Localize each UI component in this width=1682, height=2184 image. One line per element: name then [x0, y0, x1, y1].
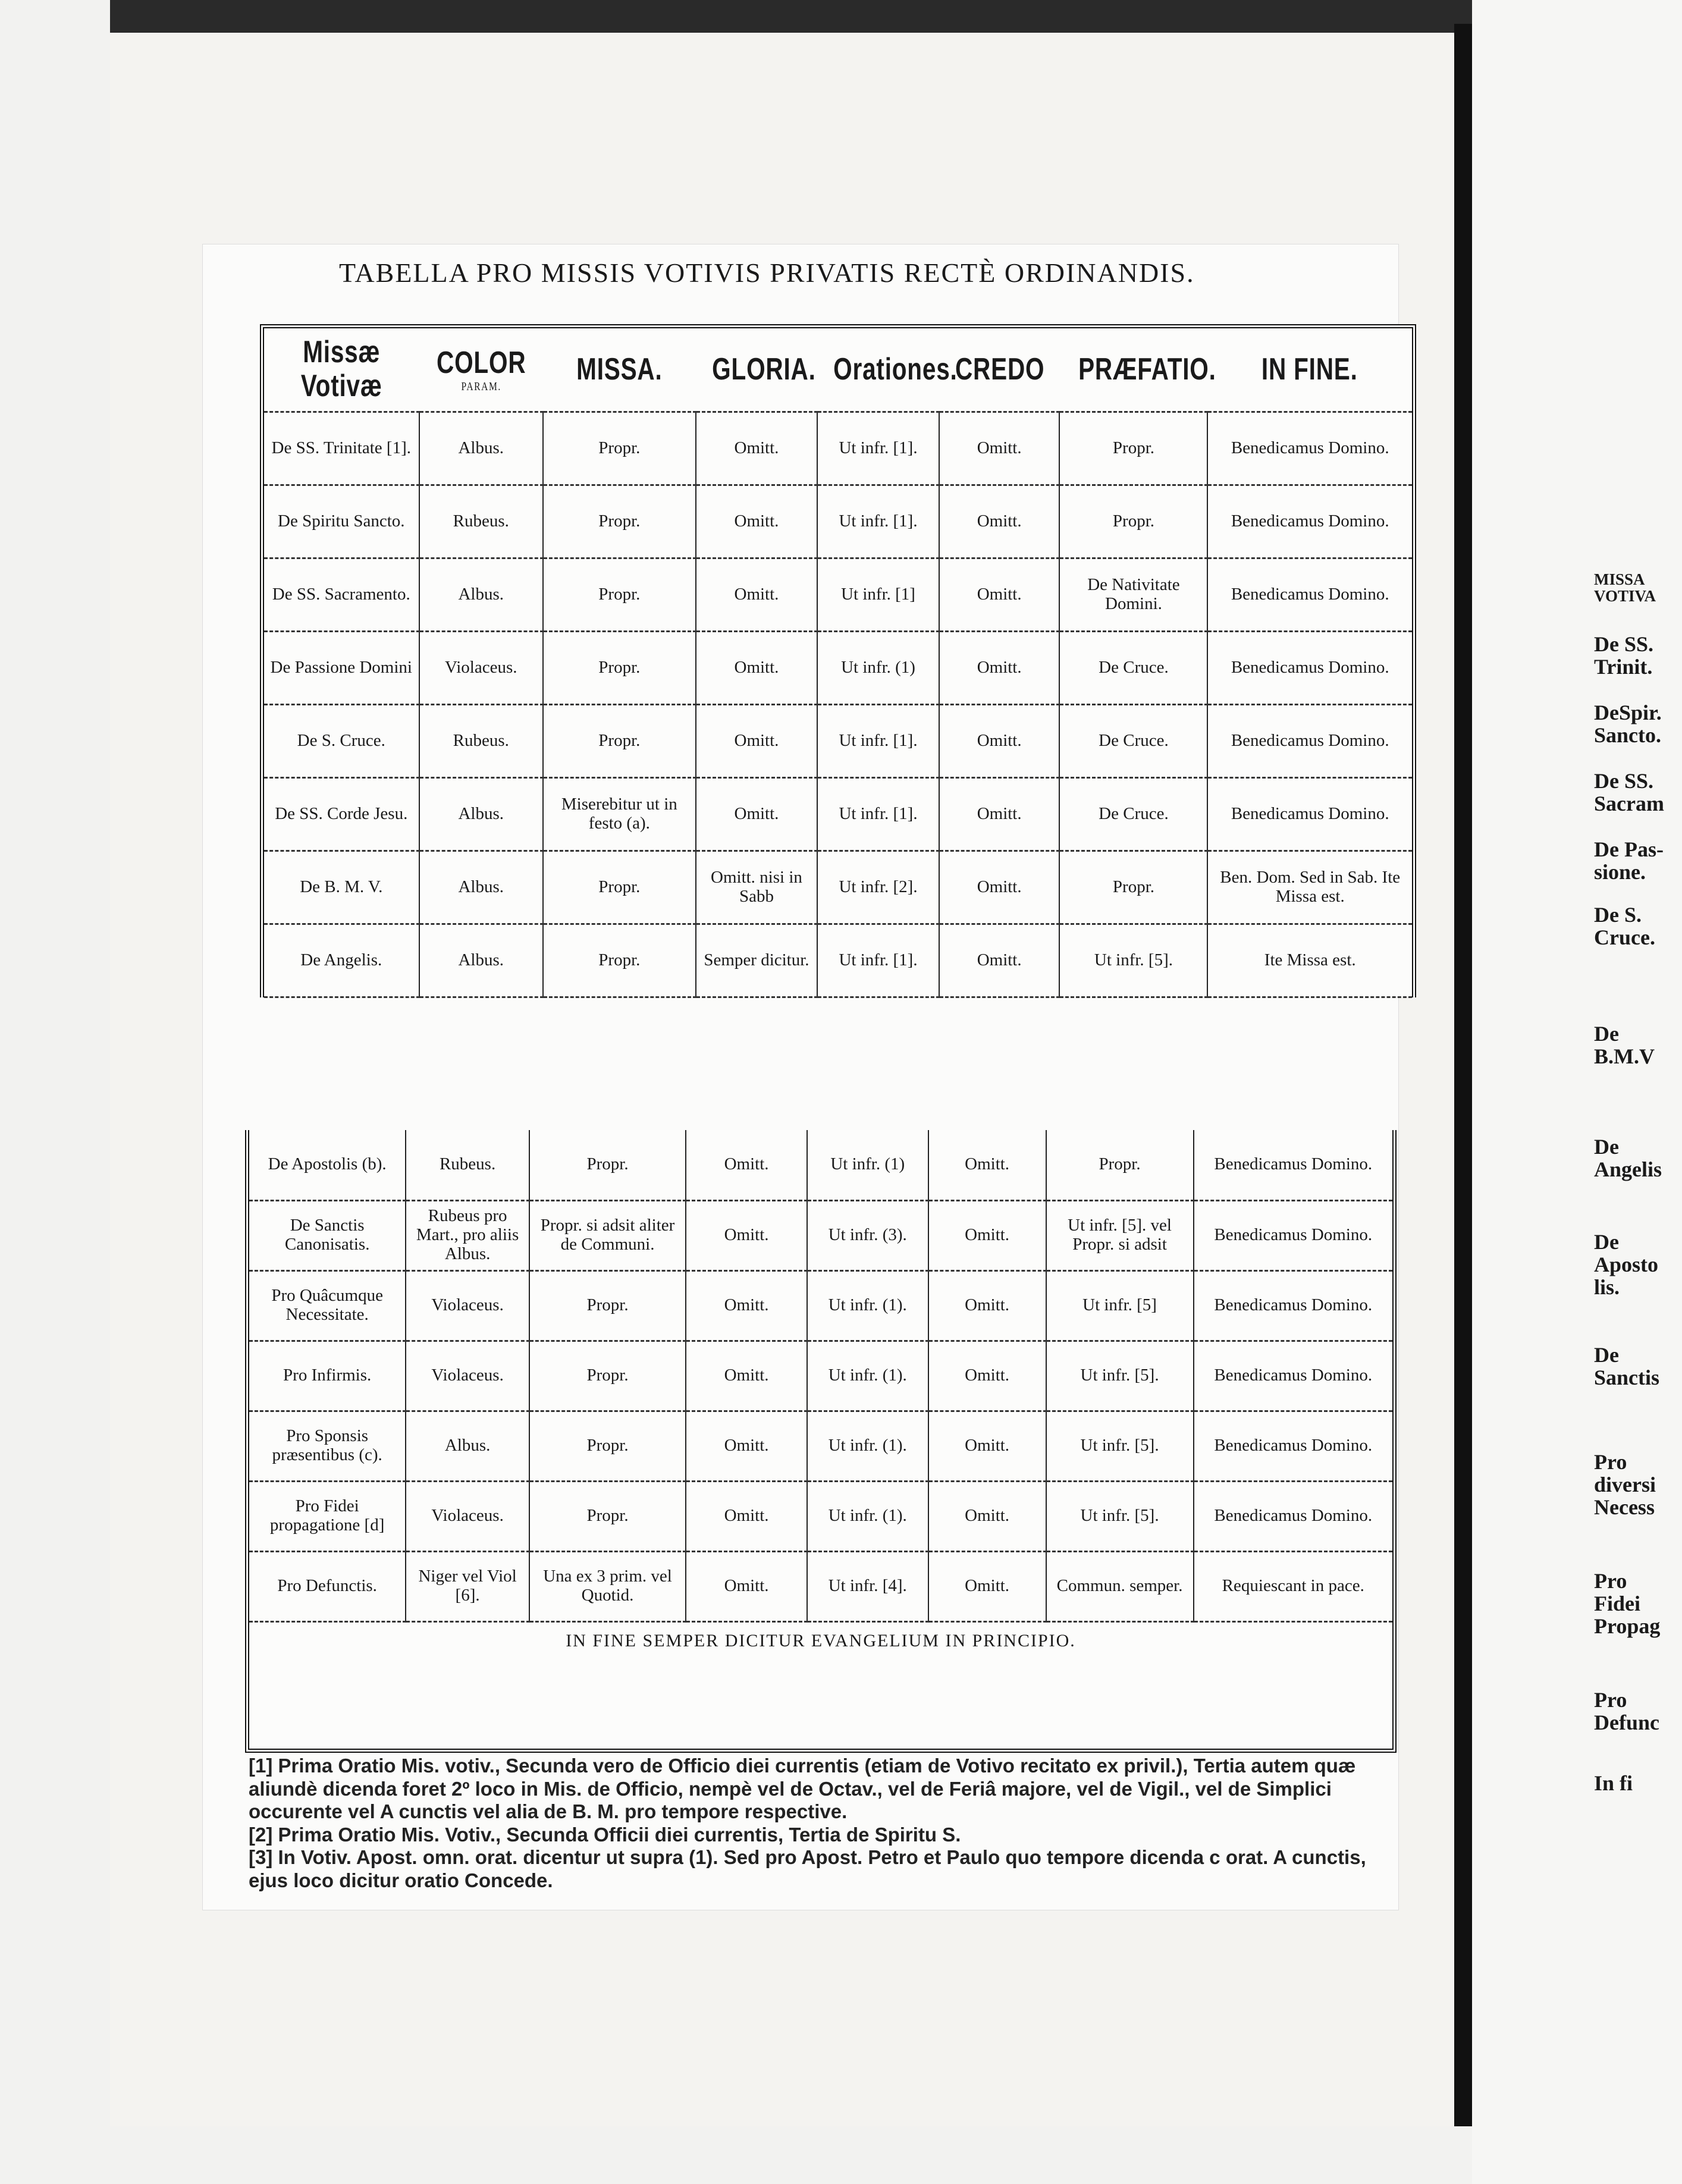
- table-cell: Omitt.: [686, 1200, 807, 1270]
- footnotes: [249, 1755, 1391, 1893]
- table-cell: Pro Infirmis.: [249, 1341, 406, 1411]
- table-cell: Ben. Dom. Sed in Sab. Ite Missa est.: [1207, 851, 1412, 924]
- table-cell: Ut infr. [1].: [817, 412, 939, 485]
- table-cell: Omitt.: [696, 631, 818, 704]
- table-cell: Violaceus.: [406, 1270, 529, 1341]
- table-cell: Propr.: [1059, 485, 1207, 558]
- table-cell: Omitt.: [696, 558, 818, 631]
- table-cell: Ut infr. [5].: [1046, 1411, 1194, 1481]
- table-cell: De Sanctis Canonisatis.: [249, 1200, 406, 1270]
- table-cell: Albus.: [419, 851, 543, 924]
- table-cell: Ut infr. (1).: [807, 1270, 928, 1341]
- table-cell: Ut infr. (3).: [807, 1200, 928, 1270]
- table-row: [264, 924, 1412, 997]
- col-header-gloria: GLORIA.: [709, 328, 804, 412]
- table-cell: Ut infr. [4].: [807, 1551, 928, 1621]
- table-cell: Omitt.: [686, 1341, 807, 1411]
- table-cell: Albus.: [419, 924, 543, 997]
- page-gutter: [1454, 24, 1472, 2141]
- table-cell: De Cruce.: [1059, 631, 1207, 704]
- table-cell: Propr.: [1059, 851, 1207, 924]
- table-cell: Ut infr. [2].: [817, 851, 939, 924]
- adjacent-column-item: De SS. Sacram: [1594, 769, 1664, 815]
- table-cell: Commun. semper.: [1046, 1551, 1194, 1621]
- table-cell: Omitt.: [686, 1551, 807, 1621]
- col-header-missa: MISSA.: [560, 328, 679, 412]
- table-cell: Benedicamus Domino.: [1194, 1341, 1392, 1411]
- table-cell: De Nativitate Domini.: [1059, 558, 1207, 631]
- table-cell: Pro Defunctis.: [249, 1551, 406, 1621]
- adjacent-column-header: MISSA VOTIVA: [1594, 570, 1656, 605]
- table-cell: De S. Cruce.: [264, 704, 419, 777]
- table-cell: Omitt.: [696, 485, 818, 558]
- votive-mass-table-top: [260, 324, 1416, 997]
- table-cell: Ut infr. [1].: [817, 924, 939, 997]
- table-cell: Ut infr. [1].: [817, 485, 939, 558]
- table-cell: Omitt.: [686, 1481, 807, 1551]
- adjacent-column-item: DeSpir. Sancto.: [1594, 701, 1662, 747]
- table-row: [264, 412, 1412, 485]
- votive-mass-table-bottom: [245, 1130, 1397, 1753]
- table-cell: Pro Fidei propagatione [d]: [249, 1481, 406, 1551]
- table-cell: Benedicamus Domino.: [1207, 558, 1412, 631]
- col-header-color-sub: PARAM.: [461, 379, 501, 393]
- table-cell: Benedicamus Domino.: [1194, 1411, 1392, 1481]
- col-header-color-label: COLOR: [436, 345, 526, 380]
- table-cell: Propr.: [543, 485, 696, 558]
- table-bottom: [249, 1130, 1392, 1623]
- table-row: [264, 558, 1412, 631]
- table-cell: Omitt.: [939, 777, 1060, 851]
- table-cell: Propr.: [543, 924, 696, 997]
- table-cell: Benedicamus Domino.: [1207, 631, 1412, 704]
- table-cell: Benedicamus Domino.: [1194, 1481, 1392, 1551]
- table-cell: Benedicamus Domino.: [1207, 412, 1412, 485]
- table-cell: Propr.: [1046, 1130, 1194, 1200]
- adjacent-column-item: De Pas- sione.: [1594, 837, 1664, 884]
- table-row: [249, 1481, 1392, 1551]
- table-cell: Propr.: [543, 704, 696, 777]
- table-cell: Rubeus pro Mart., pro aliis Albus.: [406, 1200, 529, 1270]
- table-cell: Omitt.: [686, 1270, 807, 1341]
- table-cell: Ut infr. [1].: [817, 777, 939, 851]
- table-cell: Rubeus.: [419, 485, 543, 558]
- table-cell: Una ex 3 prim. vel Quotid.: [529, 1551, 686, 1621]
- table-cell: Benedicamus Domino.: [1194, 1130, 1392, 1200]
- table-cell: Omitt.: [686, 1130, 807, 1200]
- table-cell: Pro Sponsis præsentibus (c).: [249, 1411, 406, 1481]
- table-cell: Miserebitur ut in festo (a).: [543, 777, 696, 851]
- table-cell: De SS. Trinitate [1].: [264, 412, 419, 485]
- table-cell: Requiescant in pace.: [1194, 1551, 1392, 1621]
- table-row: [249, 1270, 1392, 1341]
- col-header-missae: Missæ Votivæ: [281, 328, 402, 412]
- adjacent-column-item: De Aposto lis.: [1594, 1230, 1659, 1299]
- table-cell: Propr.: [529, 1270, 686, 1341]
- table-cell: De Spiritu Sancto.: [264, 485, 419, 558]
- table-cell: Ut infr. (1).: [807, 1481, 928, 1551]
- table-cell: Semper dicitur.: [696, 924, 818, 997]
- adjacent-page: [1472, 0, 1682, 2184]
- table-cell: Propr.: [543, 412, 696, 485]
- table-cell: Omitt.: [939, 631, 1060, 704]
- table-row: [264, 631, 1412, 704]
- table-cell: Ite Missa est.: [1207, 924, 1412, 997]
- table-cell: Ut infr. (1).: [807, 1411, 928, 1481]
- table-cell: De Passione Domini: [264, 631, 419, 704]
- table-cell: Violaceus.: [406, 1341, 529, 1411]
- table-cell: Violaceus.: [406, 1481, 529, 1551]
- table-cell: De Apostolis (b).: [249, 1130, 406, 1200]
- table-cell: Albus.: [419, 412, 543, 485]
- table-cell: De Angelis.: [264, 924, 419, 997]
- table-cell: Omitt.: [939, 485, 1060, 558]
- table-cell: Propr.: [543, 558, 696, 631]
- table-cell: Ut infr. [5]. vel Propr. si adsit: [1046, 1200, 1194, 1270]
- table-cell: Albus.: [419, 777, 543, 851]
- table-cell: Propr.: [1059, 412, 1207, 485]
- scan-margin-left: [0, 0, 110, 2184]
- table-cell: Pro Quâcumque Necessitate.: [249, 1270, 406, 1341]
- footnote-1: [1] Prima Oratio Mis. votiv., Secunda vero de Officio diei currentis (etiam de Votivo recitato ex privil.), Tertia autem quæ aliundè dicenda foret 2º loco in Mis. de Officio, nempè vel de Octav., vel de Feriâ majore, vel de Vigil., vel de Simplici occurente vel A cunctis vel alia de B. M. pro tempore respective.: [249, 1755, 1356, 1823]
- col-header-orationes: Orationes.: [831, 328, 926, 412]
- table-row: [249, 1130, 1392, 1200]
- table-cell: Omitt.: [928, 1130, 1046, 1200]
- table-cell: Benedicamus Domino.: [1207, 485, 1412, 558]
- table-row: [249, 1341, 1392, 1411]
- table-top: [264, 328, 1412, 998]
- table-cell: Rubeus.: [406, 1130, 529, 1200]
- table-cell: Ut infr. (1): [807, 1130, 928, 1200]
- table-cell: Omitt.: [928, 1551, 1046, 1621]
- col-header-in-fine: IN FINE.: [1230, 328, 1389, 412]
- table-cell: Omitt.: [939, 558, 1060, 631]
- table-cell: Omitt.: [686, 1411, 807, 1481]
- table-cell: Ut infr. [1].: [817, 704, 939, 777]
- table-cell: De SS. Sacramento.: [264, 558, 419, 631]
- col-header-praefatio: PRÆFATIO.: [1076, 328, 1191, 412]
- table-cell: Omitt.: [696, 412, 818, 485]
- table-cell: Propr.: [529, 1481, 686, 1551]
- table-row: [264, 851, 1412, 924]
- table-cell: Ut infr. [1]: [817, 558, 939, 631]
- table-cell: Benedicamus Domino.: [1194, 1270, 1392, 1341]
- table-cell: Ut infr. [5].: [1046, 1481, 1194, 1551]
- table-cell: De Cruce.: [1059, 704, 1207, 777]
- table-cell: Propr.: [529, 1411, 686, 1481]
- table-cell: Ut infr. (1).: [807, 1341, 928, 1411]
- table-cell: Omitt.: [939, 924, 1060, 997]
- table-cell: De Cruce.: [1059, 777, 1207, 851]
- adjacent-column-item: De B.M.V: [1594, 1022, 1655, 1068]
- adjacent-column-item: Pro Fidei Propag: [1594, 1569, 1661, 1638]
- table-cell: Albus.: [419, 558, 543, 631]
- table-cell: Omitt.: [928, 1341, 1046, 1411]
- table-cell: Violaceus.: [419, 631, 543, 704]
- table-cell: Propr. si adsit aliter de Communi.: [529, 1200, 686, 1270]
- table-cell: Rubeus.: [419, 704, 543, 777]
- table-cell: Ut infr. [5].: [1046, 1341, 1194, 1411]
- table-cell: Benedicamus Domino.: [1207, 777, 1412, 851]
- adjacent-column-item: De S. Cruce.: [1594, 903, 1655, 949]
- table-row: [264, 485, 1412, 558]
- adjacent-column-item: Pro diversi Necess: [1594, 1450, 1656, 1519]
- table-row: [264, 704, 1412, 777]
- table-cell: De SS. Corde Jesu.: [264, 777, 419, 851]
- table-row: [249, 1411, 1392, 1481]
- table-cell: Propr.: [529, 1130, 686, 1200]
- table-cell: Omitt.: [696, 704, 818, 777]
- table-cell: Ut infr. [5].: [1059, 924, 1207, 997]
- table-cell: Propr.: [543, 631, 696, 704]
- footnote-2: [2] Prima Oratio Mis. Votiv., Secunda Officii diei currentis, Tertia de Spiritu S.: [249, 1823, 961, 1846]
- table-cell: Albus.: [406, 1411, 529, 1481]
- table-cell: Ut infr. [5]: [1046, 1270, 1194, 1341]
- table-cell: Omitt.: [939, 704, 1060, 777]
- table-cell: Omitt.: [696, 777, 818, 851]
- table-cell: Omitt.: [928, 1270, 1046, 1341]
- table-cell: De B. M. V.: [264, 851, 419, 924]
- table-cell: Omitt.: [939, 412, 1060, 485]
- table-row: [264, 777, 1412, 851]
- table-cell: Benedicamus Domino.: [1207, 704, 1412, 777]
- adjacent-column-item: De SS. Trinit.: [1594, 632, 1654, 679]
- col-header-color: [432, 328, 529, 412]
- scan-margin-bottom: [0, 2126, 1472, 2184]
- table-cell: Ut infr. (1): [817, 631, 939, 704]
- table-cell: Omitt.: [928, 1411, 1046, 1481]
- adjacent-column-item: De Sanctis: [1594, 1343, 1660, 1389]
- table-cell: Omitt. nisi in Sabb: [696, 851, 818, 924]
- table-row: [249, 1200, 1392, 1270]
- table-cell: Omitt.: [939, 851, 1060, 924]
- document-title: TABELLA PRO MISSIS VOTIVIS PRIVATIS RECTÈ ORDINANDIS.: [339, 258, 1195, 288]
- table-cell: Omitt.: [928, 1481, 1046, 1551]
- in-fine-note: IN FINE SEMPER DICITUR EVANGELIUM IN PRINCIPIO.: [566, 1630, 1076, 1650]
- col-header-credo: CREDO: [952, 328, 1046, 412]
- footnote-3: [3] In Votiv. Apost. omn. orat. dicentur ut supra (1). Sed pro Apost. Petro et Paulo quo tempore dicenda c orat. A cunctis, ejus loco dicitur oratio Concede.: [249, 1846, 1366, 1892]
- adjacent-column-item: Pro Defunc: [1594, 1688, 1659, 1734]
- table-cell: Benedicamus Domino.: [1194, 1200, 1392, 1270]
- table-cell: Omitt.: [928, 1200, 1046, 1270]
- header-row: [264, 328, 1412, 412]
- table-cell: Niger vel Viol [6].: [406, 1551, 529, 1621]
- adjacent-column-item: In fi: [1594, 1771, 1633, 1795]
- table-row: [249, 1551, 1392, 1621]
- adjacent-column-item: De Angelis: [1594, 1135, 1662, 1181]
- table-cell: Propr.: [543, 851, 696, 924]
- table-cell: Propr.: [529, 1341, 686, 1411]
